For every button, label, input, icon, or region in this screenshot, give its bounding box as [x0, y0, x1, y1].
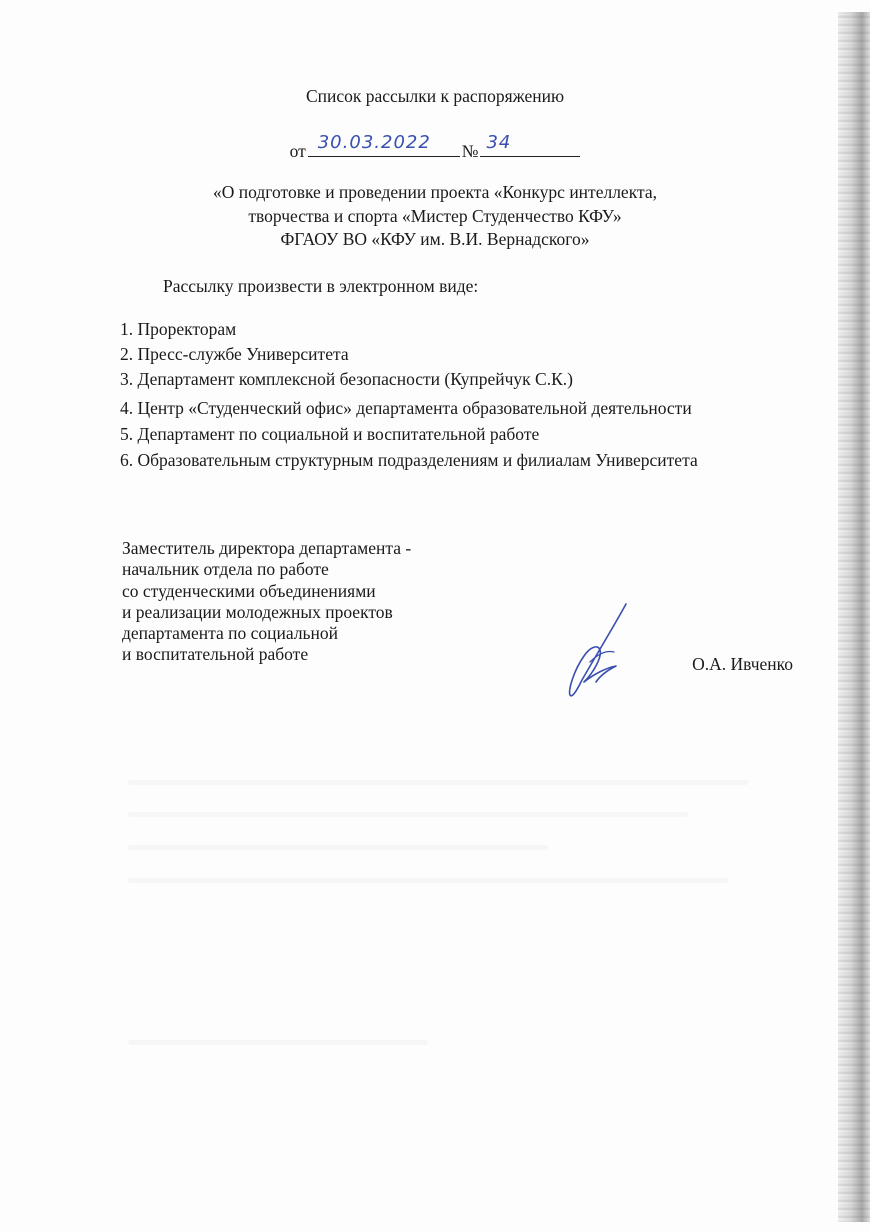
signer-position [122, 538, 411, 666]
recipient-item: 5. Департамент по социальной и воспитательной работе [120, 424, 540, 444]
document-reference [0, 134, 870, 163]
bleed-through-mark [128, 1040, 428, 1045]
bleed-through-mark [128, 780, 748, 785]
signer-position-line: со студенческими объединениями [122, 580, 376, 601]
recipient-item: 2. Пресс-службе Университета [120, 344, 349, 364]
subject-line-1: «О подготовке и проведении проекта «Конкурс интеллекта, [213, 182, 657, 202]
handwritten-signature [560, 600, 640, 705]
bleed-through-mark [128, 878, 728, 883]
recipient-item: 4. Центр «Студенческий офис» департамента образовательной деятельности [120, 398, 692, 418]
subject-line-2: творчества и спорта «Мистер Студенчество КФУ» [248, 206, 622, 226]
bleed-through-mark [128, 812, 688, 817]
signer-name: О.А. Ивченко [692, 654, 793, 674]
recipient-item: 1. Проректорам [120, 319, 237, 339]
recipient-item: 3. Департамент комплексной безопасности (Купрейчук С.К.) [120, 369, 573, 389]
ref-number-sign: № [461, 141, 479, 161]
signer-position-line: и реализации молодежных проектов [122, 601, 393, 622]
ref-date-value: 30.03.2022 [317, 132, 431, 153]
signer-position-line: Заместитель директора департамента - [122, 538, 412, 558]
ref-number-field [480, 134, 580, 157]
ref-number-value: 34 [486, 132, 512, 153]
document-title: Список рассылки к распоряжению [305, 86, 565, 106]
distribution-intro: Рассылку произвести в электронном виде: [163, 276, 479, 296]
signer-position-line: департамента по социальной [122, 623, 339, 644]
signer-position-line: и воспитательной работе [122, 644, 309, 665]
ref-prefix: от [289, 141, 306, 161]
ref-date-field [308, 134, 460, 157]
subject-line-3: ФГАОУ ВО «КФУ им. В.И. Вернадского» [280, 229, 590, 249]
bleed-through-mark [128, 845, 548, 850]
signer-position-line: начальник отдела по работе [122, 559, 329, 580]
recipient-item: 6. Образовательным структурным подразделениям и филиалам Университета [120, 450, 698, 470]
